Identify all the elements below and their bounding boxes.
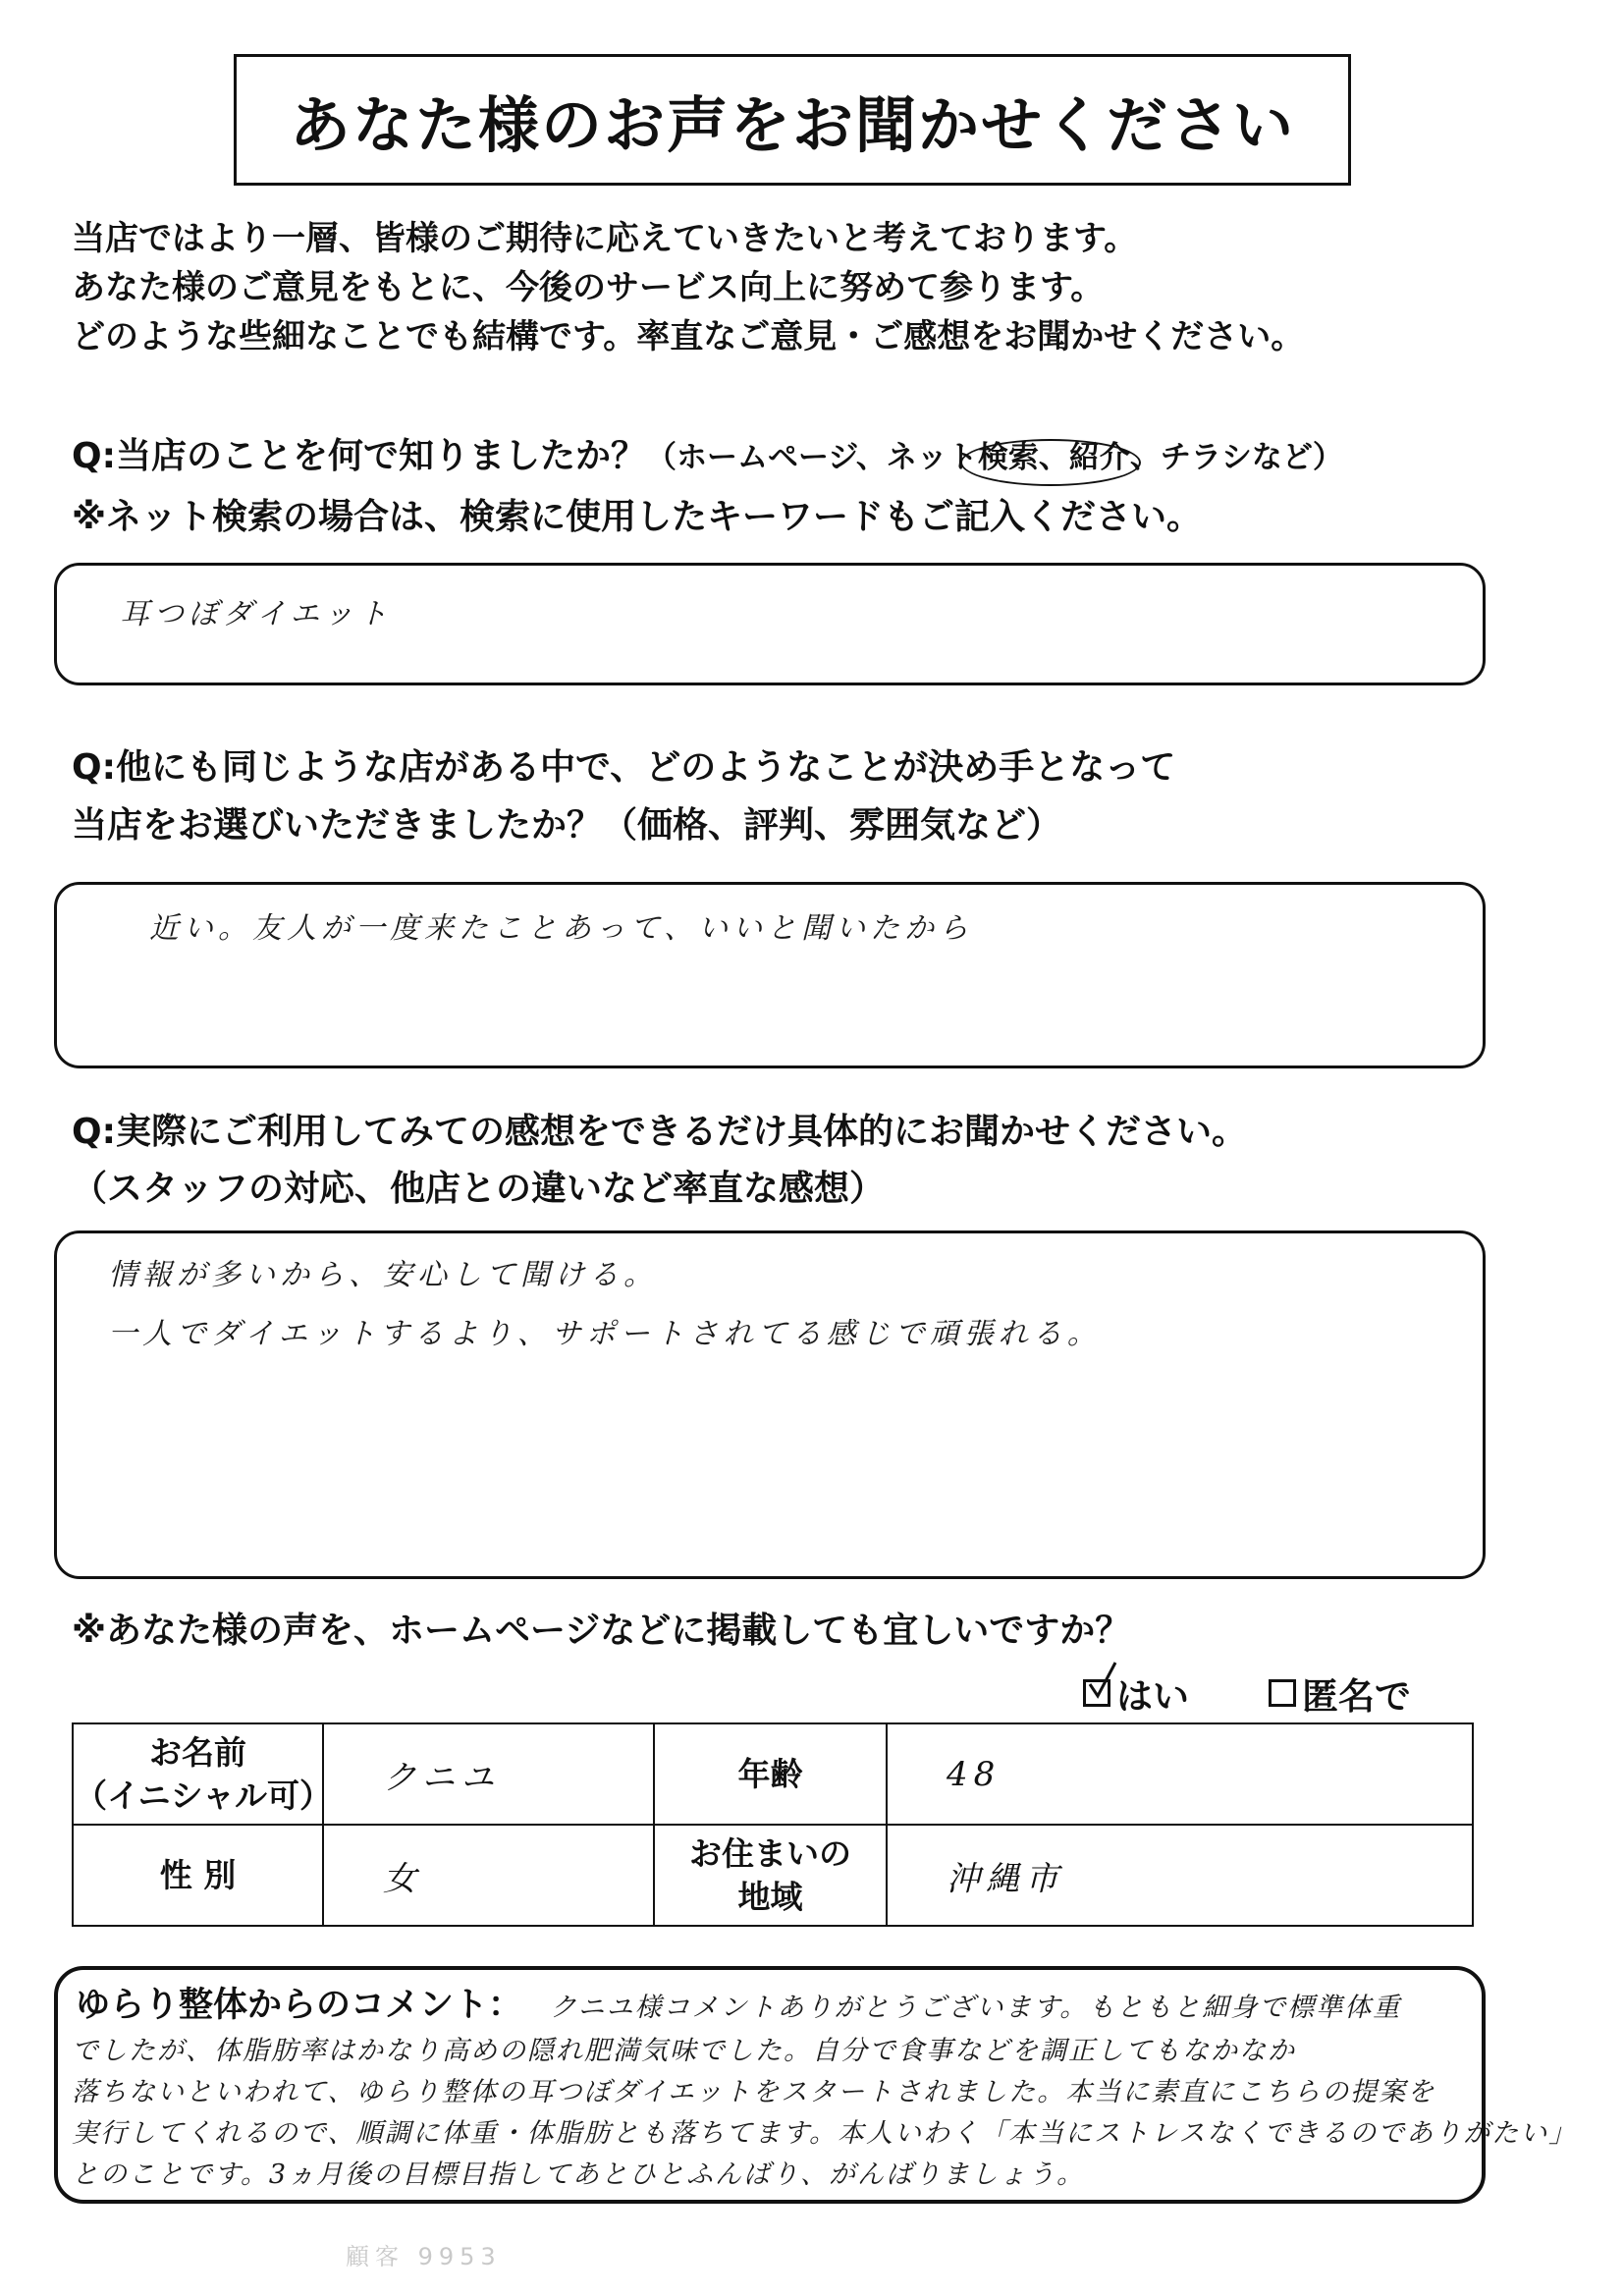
area-label-cell [654, 1825, 887, 1926]
q1-options: （ホームページ、ネット検索、紹介、チラシなど） [646, 440, 1343, 475]
checkbox-checked[interactable] [1083, 1679, 1110, 1707]
option-anon-label: 匿名で [1302, 1675, 1411, 1718]
faded-stamp: 顧客 9953 [346, 2243, 502, 2270]
publish-question: ※あなた様の声を、ホームページなどに掲載しても宜しいですか？ [72, 1611, 1131, 1651]
q2-line2: 当店をお選びいただきましたか？（価格、評判、雰囲気など） [72, 805, 1062, 846]
q3-line2: （スタッフの対応、他店との違いなど率直な感想） [72, 1169, 886, 1209]
page-title: あなた様のお声をお聞かせください [289, 88, 1295, 161]
area-label: お住まいの [689, 1833, 851, 1873]
q2-line1: Q:他にも同じような店がある中で、どのようなことが決め手となって [72, 747, 1176, 788]
publish-option-anonymous[interactable] [1269, 1667, 1411, 1720]
name-label-note: （イニシャル可） [75, 1776, 333, 1815]
comment-line: 実行してくれるので、順調に体重・体脂肪とも落ちてます。本人いわく「本当にストレスなくできるのでありがたい」 [72, 2118, 1578, 2149]
check-mark-icon [1088, 1661, 1117, 1705]
q1-line1 [72, 430, 1343, 484]
q2-answer-text: 近い。友人が一度来たことあって、いいと聞いたから [149, 911, 974, 946]
selected-option-circle [960, 439, 1141, 486]
name-field[interactable] [323, 1723, 654, 1825]
option-yes-label: はい [1116, 1675, 1189, 1718]
comment-line: とのことです。3ヵ月後の目標目指してあとひとふんばり、がんばりましょう。 [72, 2159, 1086, 2190]
name-label-cell [73, 1723, 333, 1825]
intro-text [72, 214, 1564, 361]
age-value: 48 [947, 1754, 1001, 1794]
gender-label: 性 別 [73, 1825, 323, 1926]
area-value: 沖縄市 [947, 1859, 1064, 1898]
age-field[interactable] [887, 1723, 1473, 1825]
q3-answer-line: 情報が多いから、安心して聞ける。 [108, 1258, 658, 1292]
profile-table [72, 1722, 1474, 1927]
q3-answer-line: 一人でダイエットするより、サポートされてる感じで頑張れる。 [108, 1317, 1102, 1351]
q1-question: Q:当店のことを何で知りましたか？ [72, 436, 647, 476]
gender-value: 女 [383, 1859, 422, 1898]
title-box [234, 54, 1351, 186]
q1-answer-text: 耳つぼダイエット [120, 597, 393, 631]
q3-line1: Q:実際にご利用してみての感想をできるだけ具体的にお聞かせください。 [72, 1112, 1248, 1152]
q1-line2: ※ネット検索の場合は、検索に使用したキーワードもご記入ください。 [72, 497, 1202, 537]
publish-option-yes[interactable] [1083, 1667, 1189, 1720]
gender-field[interactable] [323, 1825, 654, 1926]
area-field[interactable] [887, 1825, 1473, 1926]
area-label-2: 地域 [737, 1877, 803, 1916]
age-label: 年齢 [654, 1723, 887, 1825]
intro-line: 当店ではより一層、皆様のご期待に応えていきたいと考えております。 [72, 219, 1138, 258]
intro-line: あなた様のご意見をもとに、今後のサービス向上に努めて参ります。 [72, 268, 1105, 307]
name-label: お名前 [149, 1732, 246, 1772]
name-value: クニユ [383, 1758, 501, 1797]
comment-line: 落ちないといわれて、ゆらり整体の耳つぼダイエットをスタートされました。本当に素直にこちらの提案を [72, 2077, 1436, 2107]
intro-line: どのような些細なことでも結構です。率直なご意見・ご感想をお聞かせください。 [72, 317, 1305, 356]
comment-label: ゆらり整体からのコメント： [76, 1986, 523, 2025]
comment-line: でしたが、体脂肪率はかなり高めの隠れ肥満気味でした。自分で食事などを調正してもなかなか [72, 2036, 1296, 2066]
checkbox-unchecked[interactable] [1269, 1679, 1296, 1707]
comment-line: クニユ様コメントありがとうございます。もともと細身で標準体重 [550, 1993, 1402, 2023]
